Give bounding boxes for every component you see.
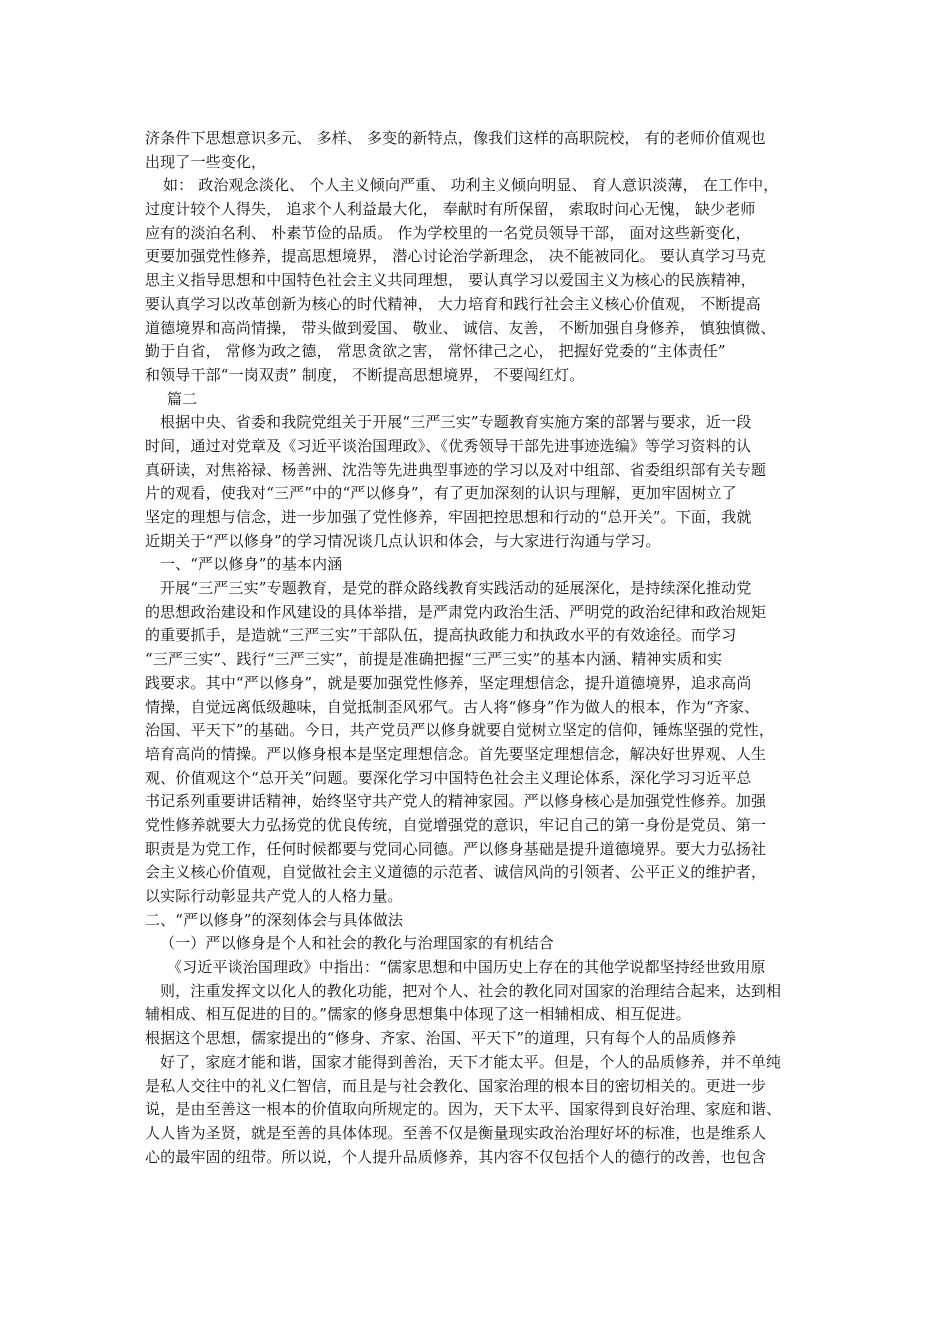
text-line: 观、价值观这个“总开关”问题。要深化学习中国特色社会主义理论体系，深化学习习近平总 (145, 768, 752, 787)
text-line: 心的最牢固的纽带。所以说，个人提升品质修养，其内容不仅包括个人的德行的改善，也包含 (145, 1147, 767, 1166)
text-line: 道德境界和高尚情操， 带头做到爱国、 敬业、 诚信、友善， 不断加强自身修养， 慎独慎微、 (145, 318, 776, 337)
text-line: 的重要抓手，是造就“三严三实”干部队伍，提高执政能力和执政水平的有效途径。而学习 (145, 626, 737, 645)
text-line: 坚定的理想与信念，进一步加强了党性修养，牢固把控思想和行动的“总开关”。下面，我就 (145, 508, 752, 526)
text-line: 则，注重发挥文以化人的教化功能，把对个人、社会的教化同对国家的治理结合起来，达到相 (160, 981, 782, 1000)
section-label: 篇二 (167, 389, 198, 408)
text-line: 开展“三严三实”专题教育，是党的群众路线教育实践活动的延展深化，是持续深化推动党 (160, 579, 752, 598)
text-line: 如： 政治观念淡化、 个人主义倾向严重、 功利主义倾向明显、 育人意识淡薄， 在工作中， (163, 176, 779, 195)
text-line: 济条件下思想意识多元、 多样、 多变的新特点，像我们这样的高职院校， 有的老师价值观也 (145, 129, 766, 147)
text-line: 和领导干部“一岗双责” 制度， 不断提高思想境界， 不要闯红灯。 (145, 365, 585, 384)
text-line: 勤于自省， 常修为政之德， 常思贪欲之害， 常怀律己之心， 把握好党委的“主体责任” (145, 342, 726, 361)
text-line: 思主义指导思想和中国特色社会主义共同理想， 要认真学习以爱国主义为核心的民族精神， (145, 271, 756, 290)
text-line: 治国、平天下”的基础。今日，共产党员严以修身就要自觉树立坚定的信仰，锤炼坚强的党性， (145, 721, 774, 740)
text-line: 根据中央、省委和我院党组关于开展“三严三实”专题教育实施方案的部署与要求，近一段 (160, 413, 752, 432)
text-line: 会主义核心价值观，自觉做社会主义道德的示范者、诚信风尚的引领者、公平正义的维护者， (145, 863, 767, 882)
text-line: 真研读，对焦裕禄、杨善洲、沈浩等先进典型事迹的学习以及对中组部、省委组织部有关专题 (145, 460, 767, 479)
text-line: 书记系列重要讲话精神，始终坚守共产党人的精神家园。严以修身核心是加强党性修养。加强 (145, 792, 767, 811)
text-line: 要认真学习以改革创新为核心的时代精神， 大力培育和践行社会主义核心价值观， 不断提高 (145, 294, 761, 313)
document-body (145, 127, 825, 1193)
section-heading: （一）严以修身是个人和社会的教化与治理国家的有机结合 (160, 934, 554, 953)
text-line: 时间，通过对党章及《习近平谈治国理政》、《优秀领导干部先进事迹选编》等学习资料的认 (145, 436, 752, 455)
text-line: 应有的淡泊名利、 朴素节俭的品质。 作为学校里的一名党员领导干部， 面对这些新变化， (145, 223, 751, 242)
text-line: “三严三实”、践行“三严三实”，前提是准确把握“三严三实”的基本内涵、精神实质和实 (145, 650, 723, 669)
text-line: 党性修养就要大力弘扬党的优良传统，自觉增强党的意识，牢记自己的第一身份是党员、第一 (145, 815, 767, 834)
text-line: 践要求。其中“严以修身”，就是要加强党性修养，坚定理想信念，提升道德境界，追求高尚 (145, 673, 752, 692)
text-line: 片的观看，使我对“三严”中的“严以修身”，有了更加深刻的认识与理解，更加牢固树立了 (145, 484, 737, 503)
text-line: 是私人交往中的礼义仁智信，而且是与社会教化、国家治理的根本目的密切相关的。更进一步 (145, 1076, 767, 1095)
text-line: 说，是由至善这一根本的价值取向所规定的。因为，天下太平、国家得到良好治理、家庭和谐、 (145, 1100, 782, 1119)
text-line: 以实际行动彰显共产党人的人格力量。 (145, 887, 403, 905)
text-line: 根据这个思想，儒家提出的“修身、齐家、治国、平天下”的道理，只有每个人的品质修养 (145, 1029, 737, 1048)
subsection-heading: 《习近平谈治国理政》中指出：“儒家思想和中国历史上存在的其他学说都坚持经世致用原 (167, 958, 766, 977)
text-line: 培育高尚的情操。严以修身根本是坚定理想信念。首先要坚定理想信念，解决好世界观、人生 (145, 744, 767, 763)
text-line: 情操，自觉远离低级趣味，自觉抵制歪风邪气。古人将“修身”作为做人的根本，作为“齐家、 (145, 697, 760, 716)
text-line: 职责是为党工作，任何时候都要与党同心同德。严以修身基础是提升道德境界。要大力弘扬社 (145, 839, 767, 858)
text-line: 出现了一些变化， (145, 152, 267, 171)
text-line: 二、“严以修身”的深刻体会与具体做法 (145, 910, 404, 929)
text-line: 辅相成、相互促进的目的。”儒家的修身思想集中体现了这一相辅相成、相互促进。 (145, 1005, 691, 1024)
text-line (145, 1169, 825, 1193)
text-line: 人人皆为圣贤，就是至善的具体体现。至善不仅是衡量现实政治治理好坏的标准，也是维系人 (145, 1123, 767, 1142)
text-line: 好了，家庭才能和谐，国家才能得到善治，天下才能太平。但是，个人的品质修养，并不单纯 (160, 1052, 782, 1071)
text-line: 更要加强党性修养，提高思想境界， 潜心讨论治学新理念， 决不能被同化。 要认真学习马克 (145, 247, 766, 266)
section-heading: 一、“严以修身”的基本内涵 (160, 555, 343, 574)
text-line: 近期关于“严以修身”的学习情况谈几点认识和体会，与大家进行沟通与学习。 (145, 531, 661, 550)
text-line: 过度计较个人得失， 追求个人利益最大化， 奉献时有所保留， 索取时问心无愧， 缺少老师 (145, 200, 756, 219)
text-line: 的思想政治建设和作风建设的具体举措，是严肃党内政治生活、严明党的政治纪律和政治规矩 (145, 602, 767, 621)
